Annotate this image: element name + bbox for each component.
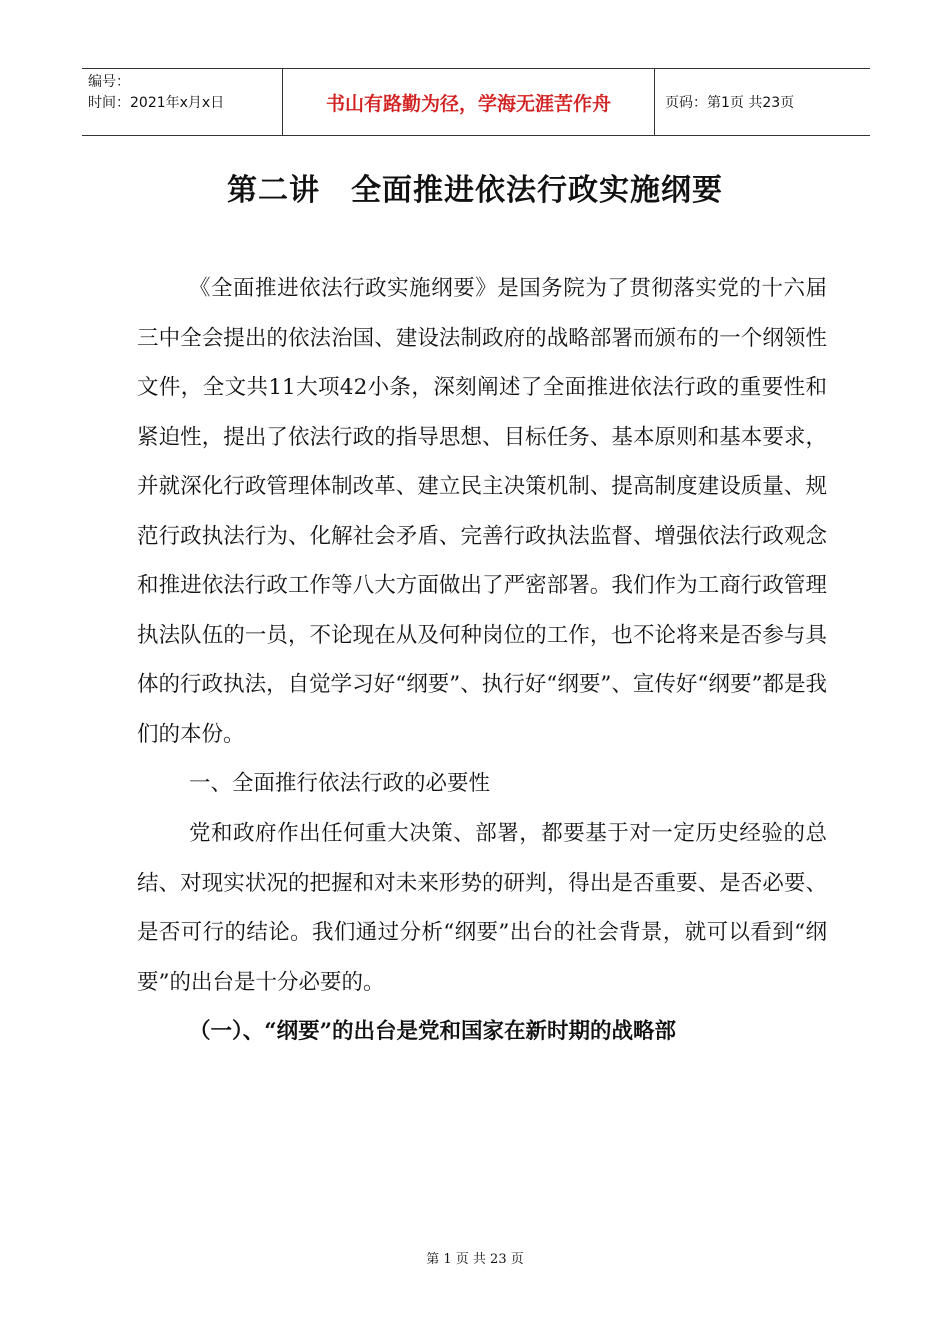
section-heading: 一、全面推行依法行政的必要性 (189, 771, 491, 796)
document-number-label: 编号： (88, 74, 130, 90)
document-title: 第二讲 全面推进依法行政实施纲要 (227, 173, 723, 208)
header-motto: 书山有路勤为径，学海无涯苦作舟 (282, 69, 655, 135)
document-time-label: 时间：2021年x月x日 (88, 95, 225, 111)
header-meta (82, 69, 282, 135)
header-page-info: 页码：第1页 共23页 (665, 95, 795, 111)
document-header (82, 68, 870, 136)
subsection-heading: （一）、“纲要”的出台是党和国家在新时期的战略部 (189, 1019, 676, 1044)
page-footer: 第 1 页 共 23 页 (426, 1252, 524, 1267)
intro-paragraph: 《全面推进依法行政实施纲要》是国务院为了贯彻落实党的十六届三中全会提出的依法治国、建设法制政府的战略部署而颁布的一个纲领性文件，全文共11大项42小条，深刻阐述了全面推进依法行政的重要性和紧迫性，提出了依法行政的指导思想、目标任务、基本原则和基本要求，并就深化行政管理体制改革、建立民主决策机制、提高制度建设质量、规范行政执法行为、化解社会矛盾、完善行政执法监督、增强依法行政观念和推进依法行政工作等八大方面做出了严密部署。我们作为工商行政管理执法队伍的一员，不论现在从及何种岗位的工作，也不论将来是否参与具体的行政执法，自觉学习好“纲要”、执行好“纲要”、宣传好“纲要”都是我们的本份。 (137, 276, 827, 747)
section-paragraph: 党和政府作出任何重大决策、部署，都要基于对一定历史经验的总结、对现实状况的把握和对未来形势的研判，得出是否重要、是否必要、是否可行的结论。我们通过分析“纲要”出台的社会背景，就可以看到“纲要”的出台是十分必要的。 (137, 821, 827, 995)
document-body (137, 264, 827, 1057)
